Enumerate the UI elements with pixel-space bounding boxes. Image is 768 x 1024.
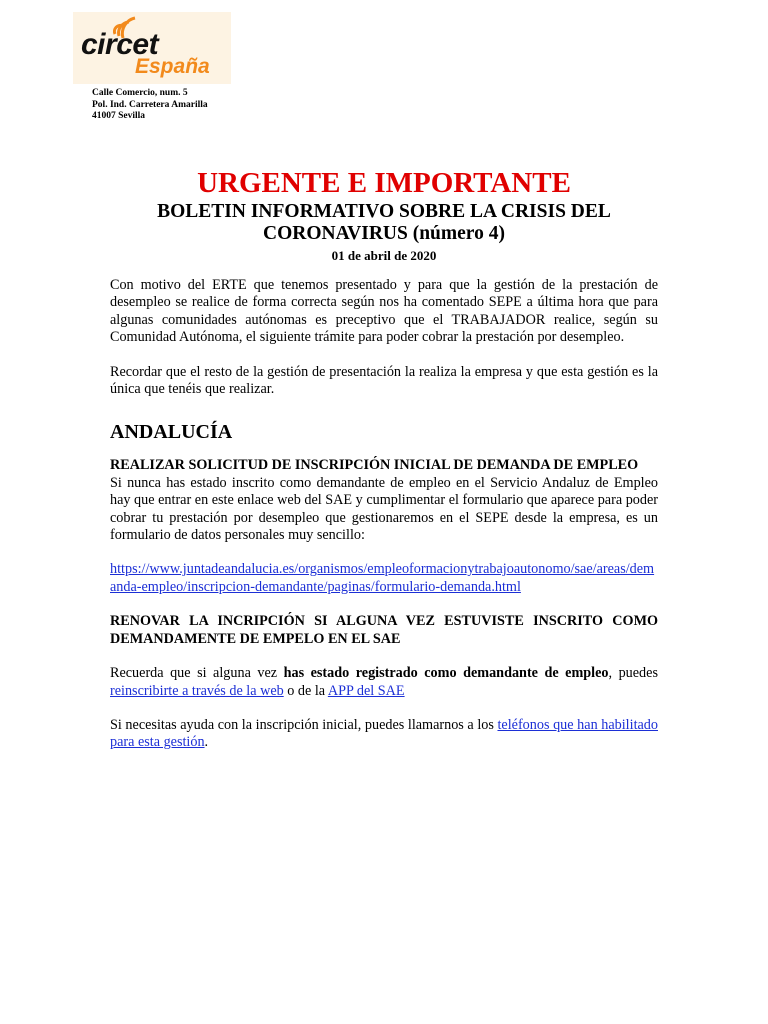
logo-country: España — [135, 55, 210, 78]
phones-link[interactable]: teléfonos que han habilitado para esta gestión — [110, 716, 658, 751]
intro-paragraph: Con motivo del ERTE que tenemos presentado y para que la gestión de la prestación de desempleo se realice de forma correcta según nos ha comentado SEPE a última hora que para algunas comunidades autónomas es preceptivo que el TRABAJADOR realice, según su Comunidad Autónoma, el siguiente trámite para poder cobrar la prestación por desempleo. — [110, 277, 658, 346]
company-address — [92, 88, 208, 123]
text-run: Recuerda que si alguna vez — [110, 665, 284, 682]
reinscribe-web-link[interactable]: reinscribirte a través de la web — [110, 682, 284, 699]
bulletin-title-line: BOLETIN INFORMATIVO SOBRE LA CRISIS DEL — [157, 201, 611, 222]
document-body — [110, 277, 658, 752]
section1-heading: REALIZAR SOLICITUD DE INSCRIPCIÓN INICIAL DE DEMANDA DE EMPLEO — [110, 457, 639, 474]
text-run: , puedes — [608, 665, 658, 682]
urgent-title: URGENTE E IMPORTANTE — [197, 167, 571, 199]
form-link[interactable]: https://www.juntadeandalucia.es/organismos/empleoformacionytrabajoautonomo/sae/areas/demanda-empleo/inscripcion-demandante/paginas/formulario-demanda.html — [110, 561, 655, 595]
sae-app-link[interactable]: APP del SAE — [327, 682, 405, 699]
address-line: Pol. Ind. Carretera Amarilla — [92, 99, 208, 110]
section2-paragraph — [110, 665, 658, 700]
address-line: 41007 Sevilla — [92, 111, 146, 122]
section2-heading: RENOVAR LA INCRIPCIÓN SI ALGUNA VEZ ESTUVISTE INSCRITO COMO DEMANDAMENTE DE EMPELO EN EL SAE — [110, 613, 658, 647]
region-heading: ANDALUCÍA — [110, 421, 233, 444]
section1-text: Si nunca has estado inscrito como demandante de empleo en el Servicio Andaluz de Empleo hay que entrar en este enlace web del SAE y cumplimentar el formulario que aparece para poder cobrar tu prestación por desempleo que gestionaremos en el SEPE desde la empresa, es un formulario de datos personales muy sencillo: — [110, 474, 658, 544]
form-link-paragraph — [110, 561, 658, 596]
company-logo — [73, 12, 231, 84]
text-run: . — [204, 734, 209, 751]
help-paragraph — [110, 717, 658, 752]
reminder-paragraph: Recordar que el resto de la gestión de presentación la realiza la empresa y que esta gestión es la única que tenéis que realizar. — [110, 363, 658, 398]
bulletin-title — [60, 201, 708, 245]
bulletin-title-line: CORONAVIRUS (número 4) — [263, 223, 505, 244]
text-run: o de la — [283, 682, 328, 699]
text-run: Si necesitas ayuda con la inscripción inicial, puedes llamarnos a los — [110, 716, 498, 733]
logo-brand: circet — [81, 28, 159, 61]
address-line: Calle Comercio, num. 5 — [92, 88, 188, 98]
bold-text: has estado registrado como demandante de empleo — [283, 665, 609, 682]
bulletin-date: 01 de abril de 2020 — [331, 248, 437, 263]
